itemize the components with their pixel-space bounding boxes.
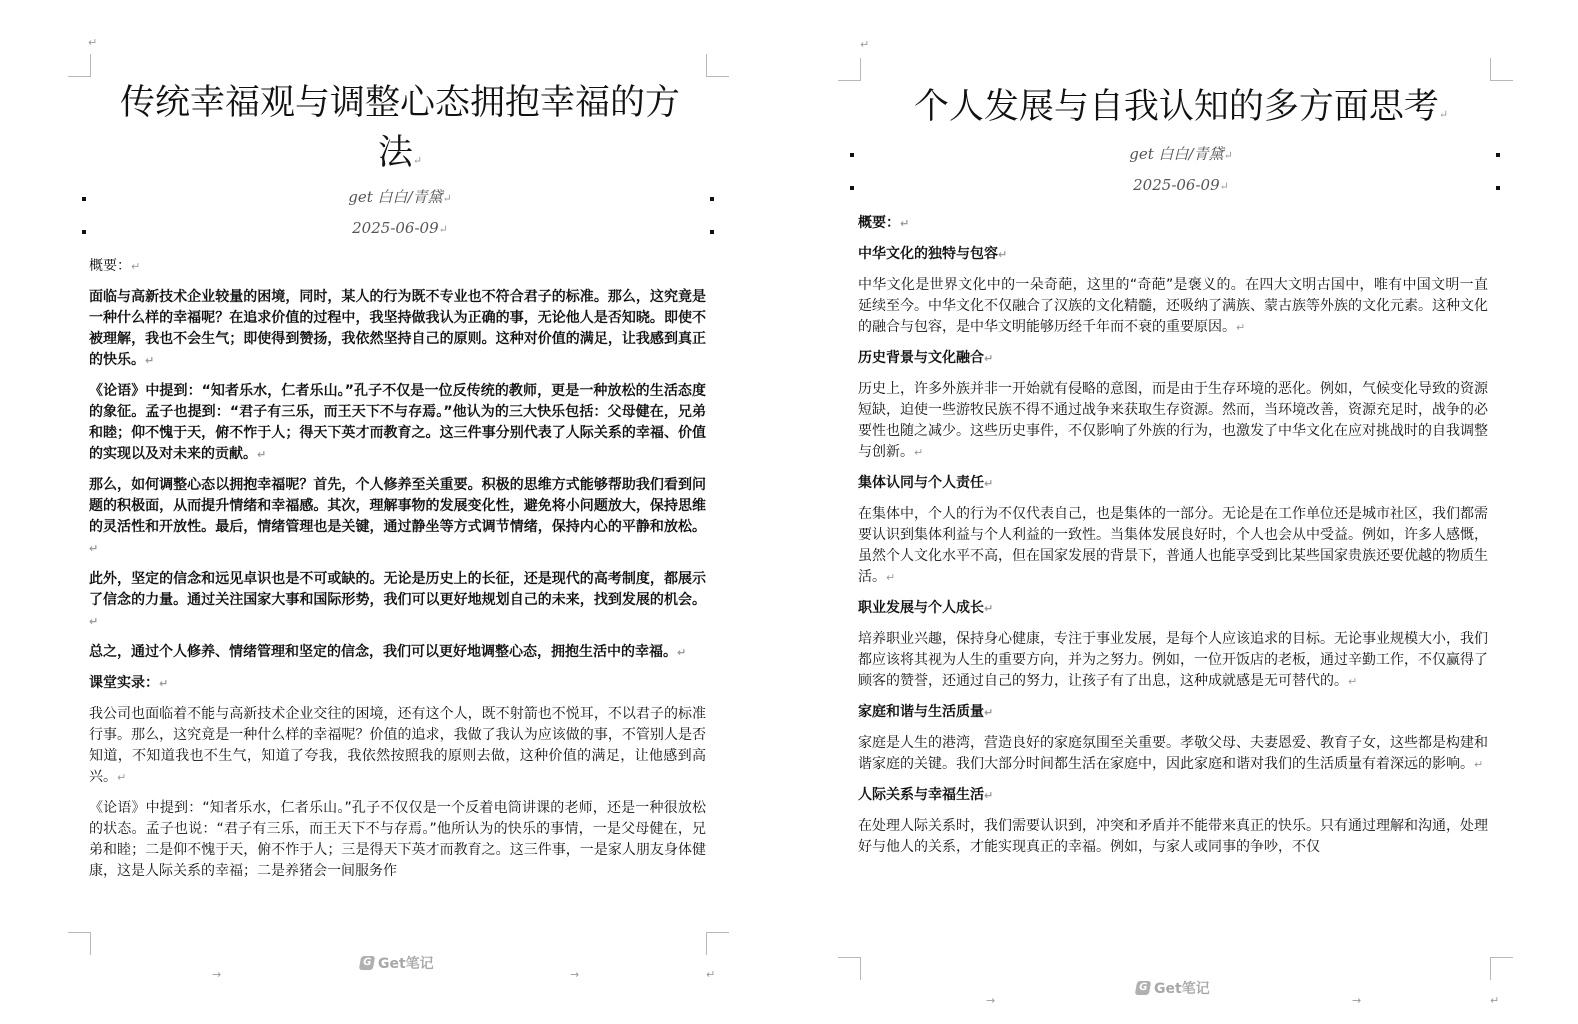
record-label: 课堂实录：↵ bbox=[89, 675, 169, 691]
section-heading: 人际关系与幸福生活↵ bbox=[858, 787, 994, 803]
author-line: get 白白/青黛↵ bbox=[1129, 145, 1233, 163]
bullet-marker bbox=[710, 230, 714, 234]
paragraph-mark: ↵ bbox=[1490, 994, 1500, 1007]
date-line: 2025-06-09↵ bbox=[352, 219, 448, 237]
page-title: 传统幸福观与调整心态拥抱幸福的方 法↵ bbox=[119, 83, 680, 173]
summary-paragraph: 总之，通过个人修养、情绪管理和坚定的信念，我们可以更好地调整心态，拥抱生活中的幸福。↵ bbox=[89, 644, 687, 660]
bullet-marker bbox=[82, 230, 86, 234]
date-line: 2025-06-09↵ bbox=[1133, 176, 1229, 194]
bullet-marker bbox=[850, 186, 854, 190]
section-heading: 职业发展与个人成长↵ bbox=[858, 600, 994, 616]
summary-paragraph: 那么，如何调整心态以拥抱幸福呢？首先，个人修养至关重要。积极的思维方式能够帮助我们看到问题的积极面，从而提升情绪和幸福感。其次，理解事物的发展变化性，避免将小问题放大，保持思维的灵活性和开放性。最后，情绪管理也是关键，通过静坐等方式调节情绪，保持内心的平静和放松。↵ bbox=[89, 477, 706, 555]
tab-mark: → bbox=[986, 994, 996, 1007]
bullet-marker bbox=[850, 153, 854, 157]
crop-mark bbox=[1490, 957, 1513, 980]
crop-mark bbox=[706, 54, 729, 77]
summary-paragraph: 《论语》中提到：“知者乐水，仁者乐山。”孔子不仅是一位反传统的教师，更是一种放松的生活态度的象征。孟子也提到：“君子有三乐，而王天下不与存焉。”他认为的三大快乐包括：父母健在，兄弟和睦；仰不愧于天，俯不怍于人；得天下英才而教育之。这三件事分别代表了人际关系的幸福、价值的实现以及对未来的贡献。↵ bbox=[89, 383, 706, 462]
get-logo-icon: G bbox=[359, 956, 375, 970]
crop-mark bbox=[68, 54, 91, 77]
section-paragraph: 中华文化是世界文化中的一朵奇葩，这里的“奇葩”是褒义的。在四大文明古国中，唯有中国文明一直延续至今。中华文化不仅融合了汉族的文化精髓，还吸纳了满族、蒙古族等外族的文化元素。这种文化的融合与包容，是中华文明能够历经千年而不衰的重要原因。↵ bbox=[858, 277, 1488, 335]
section-heading: 历史背景与文化融合↵ bbox=[858, 350, 994, 366]
bullet-marker bbox=[1496, 153, 1500, 157]
document-page-right bbox=[836, 0, 1526, 1024]
crop-mark bbox=[838, 957, 861, 980]
paragraph-mark: ↵ bbox=[88, 36, 98, 49]
summary-label: 概要：↵ bbox=[858, 215, 910, 231]
author-line: get 白白/青黛↵ bbox=[348, 188, 452, 206]
document-page-left bbox=[60, 0, 740, 1024]
crop-mark bbox=[706, 932, 729, 955]
section-heading: 家庭和谐与生活质量↵ bbox=[858, 704, 994, 720]
section-heading: 中华文化的独特与包容↵ bbox=[858, 246, 1008, 262]
section-heading: 集体认同与个人责任↵ bbox=[858, 475, 994, 491]
page-title: 个人发展与自我认知的多方面思考↵ bbox=[913, 87, 1449, 127]
bullet-marker bbox=[710, 197, 714, 201]
section-paragraph: 历史上，许多外族并非一开始就有侵略的意图，而是由于生存环境的恶化。例如，气候变化导致的资源短缺，迫使一些游牧民族不得不通过战争来获取生存资源。然而，当环境改善，资源充足时，战争的必要性也随之减少。这些历史事件，不仅影响了外族的行为，也激发了中华文化在应对挑战时的自我调整与创新。↵ bbox=[858, 381, 1488, 460]
summary-paragraph: 此外，坚定的信念和远见卓识也是不可或缺的。无论是历史上的长征，还是现代的高考制度，都展示了信念的力量。通过关注国家大事和国际形势，我们可以更好地规划自己的未来，找到发展的机会。↵ bbox=[89, 571, 706, 628]
paragraph-mark: ↵ bbox=[860, 38, 870, 51]
document-body bbox=[858, 213, 1488, 868]
crop-mark bbox=[1490, 58, 1513, 81]
bullet-marker bbox=[1496, 186, 1500, 190]
crop-mark bbox=[68, 932, 91, 955]
section-paragraph: 家庭是人生的港湾，营造良好的家庭氛围至关重要。孝敬父母、夫妻恩爱、教育子女，这些都是构建和谐家庭的关键。我们大部分时间都生活在家庭中，因此家庭和谐对我们的生活质量有着深远的影响。↵ bbox=[858, 735, 1488, 772]
tab-mark: → bbox=[212, 968, 222, 981]
section-paragraph: 培养职业兴趣，保持身心健康，专注于事业发展，是每个人应该追求的目标。无论事业规模大小，我们都应该将其视为人生的重要方向，并为之努力。例如，一位开饭店的老板，通过辛勤工作，不仅赢得了顾客的赞誉，还通过自己的努力，让孩子有了出息，这种成就感是无可替代的。↵ bbox=[858, 631, 1488, 689]
document-body bbox=[89, 256, 706, 892]
summary-paragraph: 面临与高新技术企业较量的困境，同时，某人的行为既不专业也不符合君子的标准。那么，这究竟是一种什么样的幸福呢？在追求价值的过程中，我坚持做我认为正确的事，无论他人是否知晓。即使不被理解，我也不会生气；即使得到赞扬，我依然坚持自己的原则。这种对价值的满足，让我感到真正的快乐。↵ bbox=[89, 289, 706, 368]
record-paragraph: 我公司也面临着不能与高新技术企业交往的困境，还有这个人，既不射箭也不悦耳，不以君子的标准行事。那么，这究竟是一种什么样的幸福呢？价值的追求，我做了我认为应该做的事，不管别人是否知道，不知道我也不生气，知道了夸我，我依然按照我的原则去做，这种价值的满足，让他感到高兴。↵ bbox=[89, 706, 706, 785]
paragraph-mark: ↵ bbox=[706, 968, 716, 981]
section-paragraph: 在处理人际关系时，我们需要认识到，冲突和矛盾并不能带来真正的快乐。只有通过理解和沟通，处理好与他人的关系，才能实现真正的幸福。例如，与家人或同事的争吵，不仅 bbox=[858, 818, 1488, 855]
bullet-marker bbox=[82, 197, 86, 201]
get-logo-icon: G bbox=[1135, 981, 1151, 995]
record-paragraph: 《论语》中提到：“知者乐水，仁者乐山。”孔子不仅仅是一个反着电筒讲课的老师，还是一种很放松的状态。孟子也说：“君子有三乐，而王天下不与存焉。”他所认为的快乐的事情，一是父母健在，兄弟和睦；二是仰不愧于天，俯不怍于人；三是得天下英才而教育之。这三件事，一是家人朋友身体健康，这是人际关系的幸福；二是养猪会一间服务作 bbox=[89, 800, 706, 879]
footer-logo: G Get笔记 bbox=[1136, 978, 1210, 998]
section-paragraph: 在集体中，个人的行为不仅代表自己，也是集体的一部分。无论是在工作单位还是城市社区，我们都需要认识到集体利益与个人利益的一致性。当集体发展良好时，个人也会从中受益。例如，许多人感慨，虽然个人文化水平不高，但在国家发展的背景下，普通人也能享受到比某些国家贵族还要优越的物质生活。↵ bbox=[858, 506, 1488, 585]
summary-label: 概要：↵ bbox=[89, 258, 141, 274]
tab-mark: → bbox=[570, 968, 580, 981]
tab-mark: → bbox=[1352, 994, 1362, 1007]
footer-logo: G Get笔记 bbox=[360, 953, 434, 973]
crop-mark bbox=[838, 58, 861, 81]
